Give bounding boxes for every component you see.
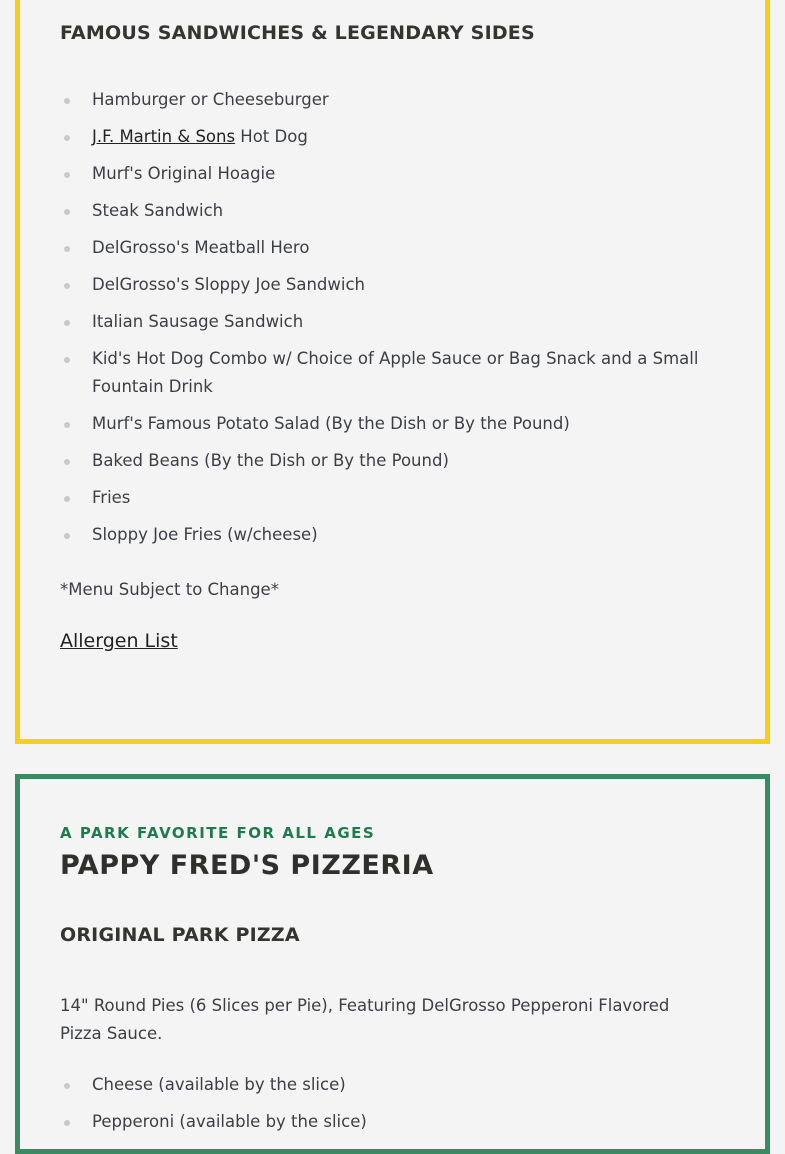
bullet-icon bbox=[64, 422, 70, 428]
list-item: Sloppy Joe Fries (w/cheese) bbox=[60, 521, 700, 549]
bullet-icon bbox=[64, 98, 70, 104]
list-item: DelGrosso's Sloppy Joe Sandwich bbox=[60, 271, 700, 299]
list-item: Italian Sausage Sandwich bbox=[60, 308, 700, 336]
bullet-icon bbox=[64, 209, 70, 215]
list-item: J.F. Martin & Sons Hot Dog bbox=[60, 123, 700, 151]
bullet-icon bbox=[64, 459, 70, 465]
bullet-icon bbox=[64, 1120, 70, 1126]
pizza-list bbox=[60, 1071, 700, 1145]
bullet-icon bbox=[64, 246, 70, 252]
menu-note: *Menu Subject to Change* bbox=[60, 580, 279, 599]
bullet-icon bbox=[64, 533, 70, 539]
bullet-icon bbox=[64, 172, 70, 178]
bullet-icon bbox=[64, 320, 70, 326]
bullet-icon bbox=[64, 357, 70, 363]
bullet-icon bbox=[64, 1083, 70, 1089]
pizzeria-card bbox=[15, 774, 770, 1154]
list-item: Kid's Hot Dog Combo w/ Choice of Apple Sauce or Bag Snack and a Small Fountain Drink bbox=[60, 345, 700, 401]
list-item: Cheese (available by the slice) bbox=[60, 1071, 700, 1099]
bullet-icon bbox=[64, 283, 70, 289]
jf-martin-link[interactable]: J.F. Martin & Sons bbox=[92, 127, 236, 146]
pizzeria-eyebrow: A PARK FAVORITE FOR ALL AGES bbox=[60, 824, 376, 842]
list-item: Murf's Original Hoagie bbox=[60, 160, 700, 188]
allergen-list-link[interactable]: Allergen List bbox=[60, 630, 178, 652]
list-item: DelGrosso's Meatball Hero bbox=[60, 234, 700, 262]
pizza-description: 14" Round Pies (6 Slices per Pie), Featuring DelGrosso Pepperoni Flavored Pizza Sauce. bbox=[60, 996, 670, 1043]
pizza-section-heading: ORIGINAL PARK PIZZA bbox=[60, 924, 300, 946]
list-item: Pepperoni (available by the slice) bbox=[60, 1108, 700, 1136]
sandwiches-card bbox=[15, 0, 770, 744]
pizzeria-title: PAPPY FRED'S PIZZERIA bbox=[60, 850, 434, 881]
bullet-icon bbox=[64, 496, 70, 502]
sandwiches-heading: FAMOUS SANDWICHES & LEGENDARY SIDES bbox=[60, 22, 535, 44]
sandwiches-list bbox=[60, 86, 700, 558]
list-item: Baked Beans (By the Dish or By the Pound) bbox=[60, 447, 700, 475]
list-item: Hamburger or Cheeseburger bbox=[60, 86, 700, 114]
list-item: Fries bbox=[60, 484, 700, 512]
bullet-icon bbox=[64, 135, 70, 141]
list-item: Steak Sandwich bbox=[60, 197, 700, 225]
list-item: Murf's Famous Potato Salad (By the Dish or By the Pound) bbox=[60, 410, 700, 438]
